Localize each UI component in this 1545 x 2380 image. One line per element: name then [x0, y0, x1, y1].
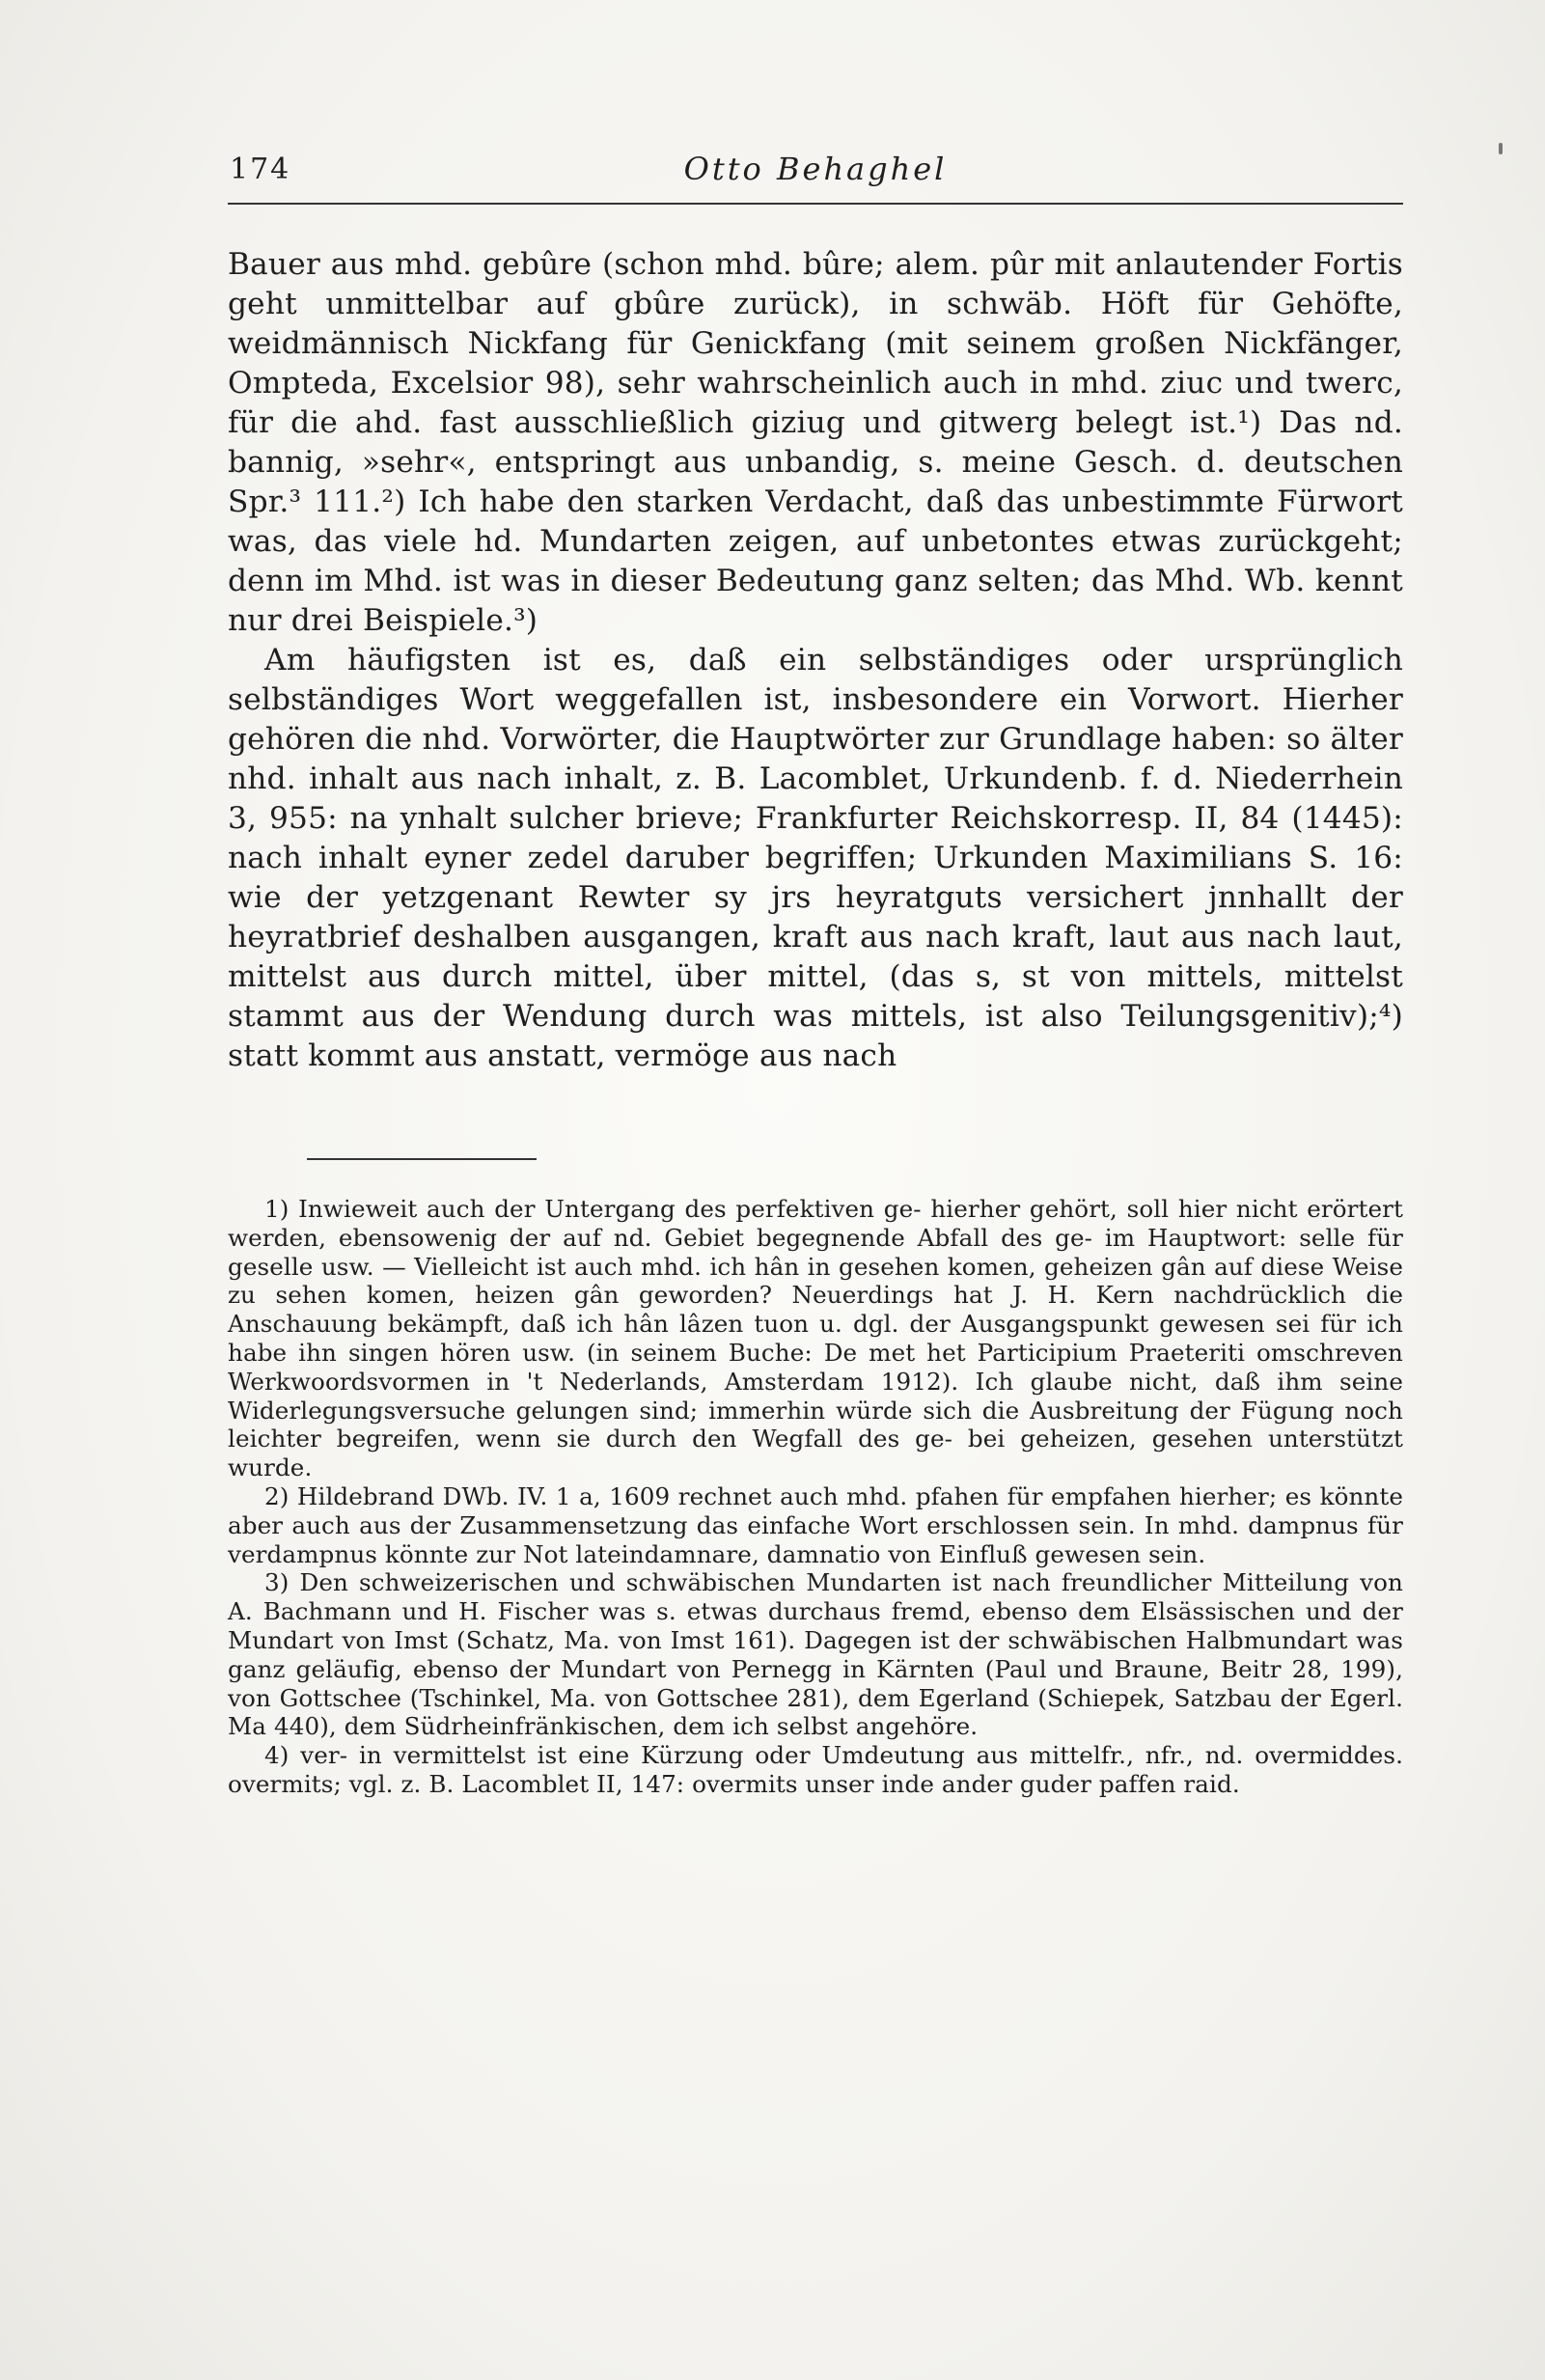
page-header — [228, 145, 1403, 205]
footnote-4: 4) ver- in vermittelst ist eine Kürzung oder Umdeutung aus mittelfr., nfr., nd. overmiddes. overmits; vgl. z. B. Lacomblet II, 147: overmits unser inde ander guder paffen raid. — [228, 1741, 1403, 1798]
running-head: Otto Behaghel — [683, 151, 948, 187]
main-text — [228, 245, 1403, 1076]
footnote-3: 3) Den schweizerischen und schwäbischen Mundarten ist nach freundlicher Mitteilung von A. Bachmann und H. Fischer was s. etwas durchaus fremd, ebenso dem Elsässischen und der Mundart von Imst (Schatz, Ma. von Imst 161). Dagegen ist der schwäbischen Halbmundart was ganz geläufig, ebenso der Mundart von Pernegg in Kärnten (Paul und Braune, Beitr 28, 199), von Gottschee (Tschinkel, Ma. von Gottschee 281), dem Egerland (Schiepek, Satzbau der Egerl. Ma 440), dem Südrheinfränkischen, dem ich selbst angehöre. — [228, 1568, 1403, 1741]
footnote-1: 1) Inwieweit auch der Untergang des perfektiven ge- hierher gehört, soll hier nicht erörtert werden, ebensowenig der auf nd. Gebiet begegnende Abfall des ge- im Hauptwort: selle für geselle usw. — Vielleicht ist auch mhd. ich hân in gesehen komen, geheizen gân auf diese Weise zu sehen komen, heizen gân geworden? Neuerdings hat J. H. Kern nachdrücklich die Anschauung bekämpft, daß ich hân lâzen tuon u. dgl. der Ausgangspunkt gewesen sei für ich habe ihn singen hören usw. (in seinem Buche: De met het Participium Praeteriti omschreven Werkwoordsvormen in 't Nederlands, Amsterdam 1912). Ich glaube nicht, daß ihm seine Widerlegungsversuche gelungen sind; immerhin würde sich die Ausbreitung der Fügung noch leichter begreifen, wenn sie durch den Wegfall des ge- bei geheizen, gesehen unterstützt wurde. — [228, 1195, 1403, 1482]
print-speck — [1499, 143, 1503, 154]
body-paragraph-1: Bauer aus mhd. gebûre (schon mhd. bûre; alem. pûr mit anlautender Fortis geht unmittelbar auf gbûre zurück), in schwäb. Höft für Gehöfte, weidmännisch Nickfang für Genickfang (mit seinem großen Nickfänger, Ompteda, Excelsior 98), sehr wahrscheinlich auch in mhd. ziuc und twerc, für die ahd. fast ausschließlich giziug und gitwerg belegt ist.¹) Das nd. bannig, »sehr«, entspringt aus unbandig, s. meine Gesch. d. deutschen Spr.³ 111.²) Ich habe den starken Verdacht, daß das unbestimmte Fürwort was, das viele hd. Mundarten zeigen, auf unbetontes etwas zurückgeht; denn im Mhd. ist was in dieser Bedeutung ganz selten; das Mhd. Wb. kennt nur drei Beispiele.³) — [228, 247, 1403, 638]
footnote-rule — [307, 1158, 537, 1160]
page-number: 174 — [230, 152, 291, 186]
body-paragraph-2: Am häufigsten ist es, daß ein selbständiges oder ursprünglich selbständiges Wort weggefallen ist, insbesondere ein Vorwort. Hierher gehören die nhd. Vorwörter, die Hauptwörter zur Grundlage haben: so älter nhd. inhalt aus nach inhalt, z. B. Lacomblet, Urkundenb. f. d. Niederrhein 3, 955: na ynhalt sulcher brieve; Frankfurter Reichskorresp. II, 84 (1445): nach inhalt eyner zedel daruber begriffen; Urkunden Maximilians S. 16: wie der yetzgenant Rewter sy jrs heyratguts versichert jnnhallt der heyratbrief deshalben ausgangen, kraft aus nach kraft, laut aus nach laut, mittelst aus durch mittel, über mittel, (das s, st von mittels, mittelst stammt aus der Wendung durch was mittels, ist also Teilungsgenitiv);⁴) statt kommt aus anstatt, vermöge aus nach — [228, 643, 1403, 1073]
footnotes — [228, 1195, 1403, 1799]
footnote-2: 2) Hildebrand DWb. IV. 1 a, 1609 rechnet auch mhd. pfahen für empfahen hierher; es könnte aber auch aus der Zusammensetzung das einfache Wort erschlossen sein. In mhd. dampnus für verdampnus könnte zur Not lateindamnare, damnatio von Einfluß gewesen sein. — [228, 1481, 1403, 1568]
